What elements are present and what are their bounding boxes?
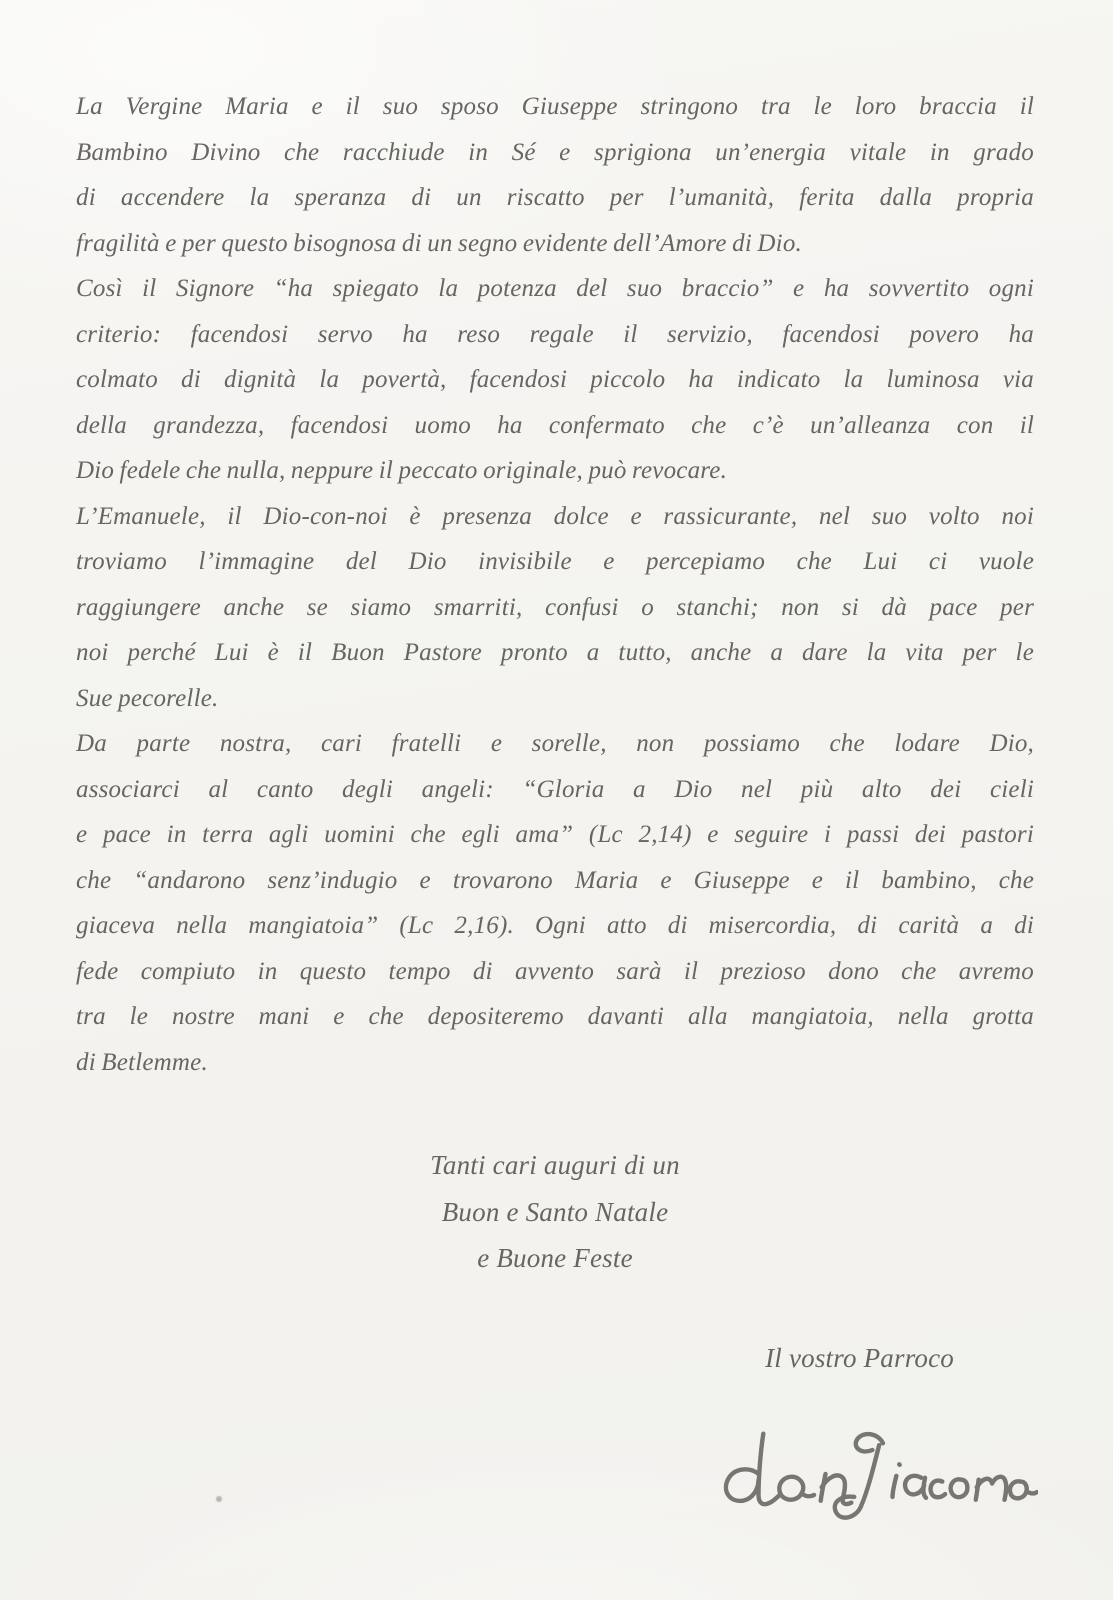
letter-line: che “andarono senz’indugio e trovarono Maria e Giuseppe e il bambino, che (76, 866, 1034, 894)
christmas-greeting (76, 1142, 1034, 1282)
letter-line: noi perché Lui è il Buon Pastore pronto a tutto, anche a dare la vita per le (76, 639, 1034, 666)
letter-line: Da parte nostra, cari fratelli e sorelle, non possiamo che lodare Dio, (76, 730, 1034, 757)
letter-line: fede compiuto in questo tempo di avvento sarà il prezioso dono che avremo (76, 957, 1034, 985)
greeting-line: Buon e Santo Natale (441, 1196, 669, 1227)
paragraph-3 (76, 494, 1034, 722)
paragraph-4 (76, 721, 1034, 1085)
letter-line: L’Emanuele, il Dio-con-noi è presenza dolce e rassicurante, nel suo volto noi (76, 502, 1034, 530)
letter-line: Dio fedele che nulla, neppure il peccato originale, può revocare. (76, 457, 728, 484)
letter-line: di Betlemme. (76, 1048, 208, 1076)
letter-line: fragilità e per questo bisognosa di un segno evidente dell’Amore di Dio. (76, 229, 802, 257)
closing-line: Il vostro Parroco (765, 1342, 954, 1373)
letter-line: Sue pecorelle. (76, 684, 219, 712)
letter-line: della grandezza, facendosi uomo ha confermato che c’è un’alleanza con il (76, 411, 1034, 439)
handwritten-signature-graphic (703, 1412, 1038, 1532)
letter-line: e pace in terra agli uomini che egli ama” (Lc 2,14) e seguire i passi dei pastori (76, 821, 1034, 848)
letter-line: colmato di dignità la povertà, facendosi piccolo ha indicato la luminosa via (76, 366, 1034, 393)
letter-line: associarci al canto degli angeli: “Gloria a Dio nel più alto dei cieli (76, 775, 1034, 803)
letter-line: criterio: facendosi servo ha reso regale il servizio, facendosi povero ha (76, 320, 1034, 348)
paragraph-1 (76, 84, 1034, 266)
letter-line: La Vergine Maria e il suo sposo Giuseppe stringono tra le loro braccia il (76, 93, 1034, 120)
signature-don-giacomo (703, 1412, 1038, 1532)
greeting-line: Tanti cari auguri di un (430, 1150, 680, 1180)
letter-body (76, 84, 1034, 1381)
scan-speck (216, 1496, 222, 1502)
letter-line: troviamo l’immagine del Dio invisibile e percepiamo che Lui ci vuole (76, 548, 1034, 575)
paragraph-2 (76, 266, 1034, 494)
letter-line: Così il Signore “ha spiegato la potenza del suo braccio” e ha sovvertito ogni (76, 275, 1034, 302)
letter-line: Bambino Divino che racchiude in Sé e sprigiona un’energia vitale in grado (76, 138, 1034, 166)
letter-line: di accendere la speranza di un riscatto per l’umanità, ferita dalla propria (76, 184, 1034, 211)
letter-paragraphs (76, 84, 1034, 1085)
letter-line: raggiungere anche se siamo smarriti, confusi o stanchi; non si dà pace per (76, 593, 1034, 621)
letter-line: tra le nostre mani e che depositeremo davanti alla mangiatoia, nella grotta (76, 1003, 1034, 1030)
letter-line: giaceva nella mangiatoia” (Lc 2,16). Ogni atto di misercordia, di carità a di (76, 912, 1034, 939)
greeting-line: e Buone Feste (477, 1243, 633, 1273)
